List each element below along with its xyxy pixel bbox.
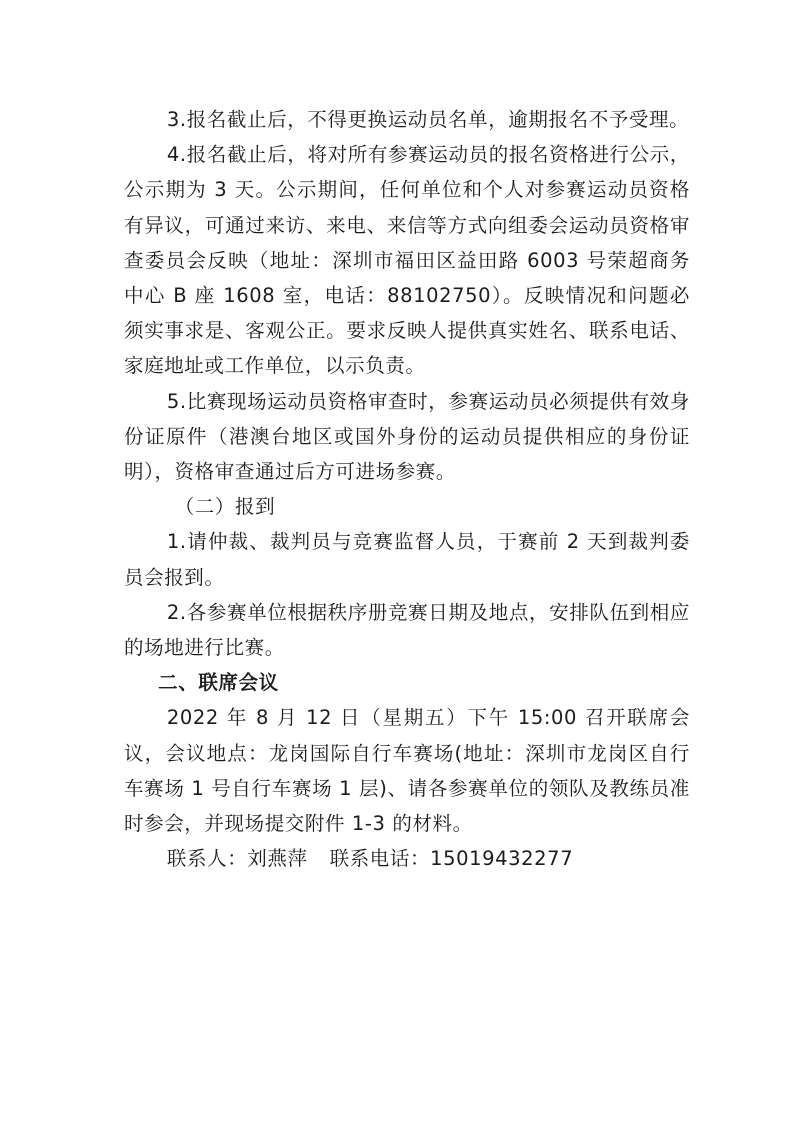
contact-phone-label: 联系电话：	[329, 847, 431, 871]
paragraph-referee-report: 1.请仲裁、裁判员与竞赛监督人员，于赛前 2 天到裁判委员会报到。	[124, 530, 690, 589]
contact-line	[124, 841, 690, 876]
contact-phone-number: 15019432277	[430, 847, 574, 871]
contact-person-name: 刘燕萍	[247, 847, 308, 871]
subheading-report: （二）报到	[174, 495, 276, 519]
paragraph-onsite-verification: 5.比赛现场运动员资格审查时，参赛运动员必须提供有效身份证原件（港澳台地区或国外身份的运动员提供相应的身份证明），资格审查通过后方可进场参赛。	[124, 389, 690, 484]
contact-person-label: 联系人：	[166, 847, 248, 871]
paragraph-team-schedule: 2.各参赛单位根据秩序册竞赛日期及地点，安排队伍到相应的场地进行比赛。	[124, 600, 690, 660]
paragraph-registration-deadline: 3.报名截止后，不得更换运动员名单，逾期报名不予受理。	[166, 108, 690, 131]
paragraph-meeting-details: 2022 年 8 月 12 日（星期五）下午 15:00 召开联席会议，会议地点：龙岗国际自行车赛场(地址：深圳市龙岗区自行车赛场 1 号自行车赛场 1 层)、请各参赛单位的领队及教练员准时参会，并现场提交附件 1-3 的材料。	[124, 706, 690, 836]
paragraph-eligibility-publicity: 4.报名截止后，将对所有参赛运动员的报名资格进行公示，公示期为 3 天。公示期间，任何单位和个人对参赛运动员资格有异议，可通过来访、来电、来信等方式向组委会运动员资格审查委员会反映（地址：深圳市福田区益田路 6003 号荣超商务中心 B 座 1608 室，电话：88102750）。反映情况和问题必须实事求是、客观公正。要求反映人提供真实姓名、联系电话、家庭地址或工作单位，以示负责。	[124, 143, 690, 378]
document-body	[124, 102, 690, 876]
section-title-joint-meeting: 二、联席会议	[158, 671, 279, 695]
